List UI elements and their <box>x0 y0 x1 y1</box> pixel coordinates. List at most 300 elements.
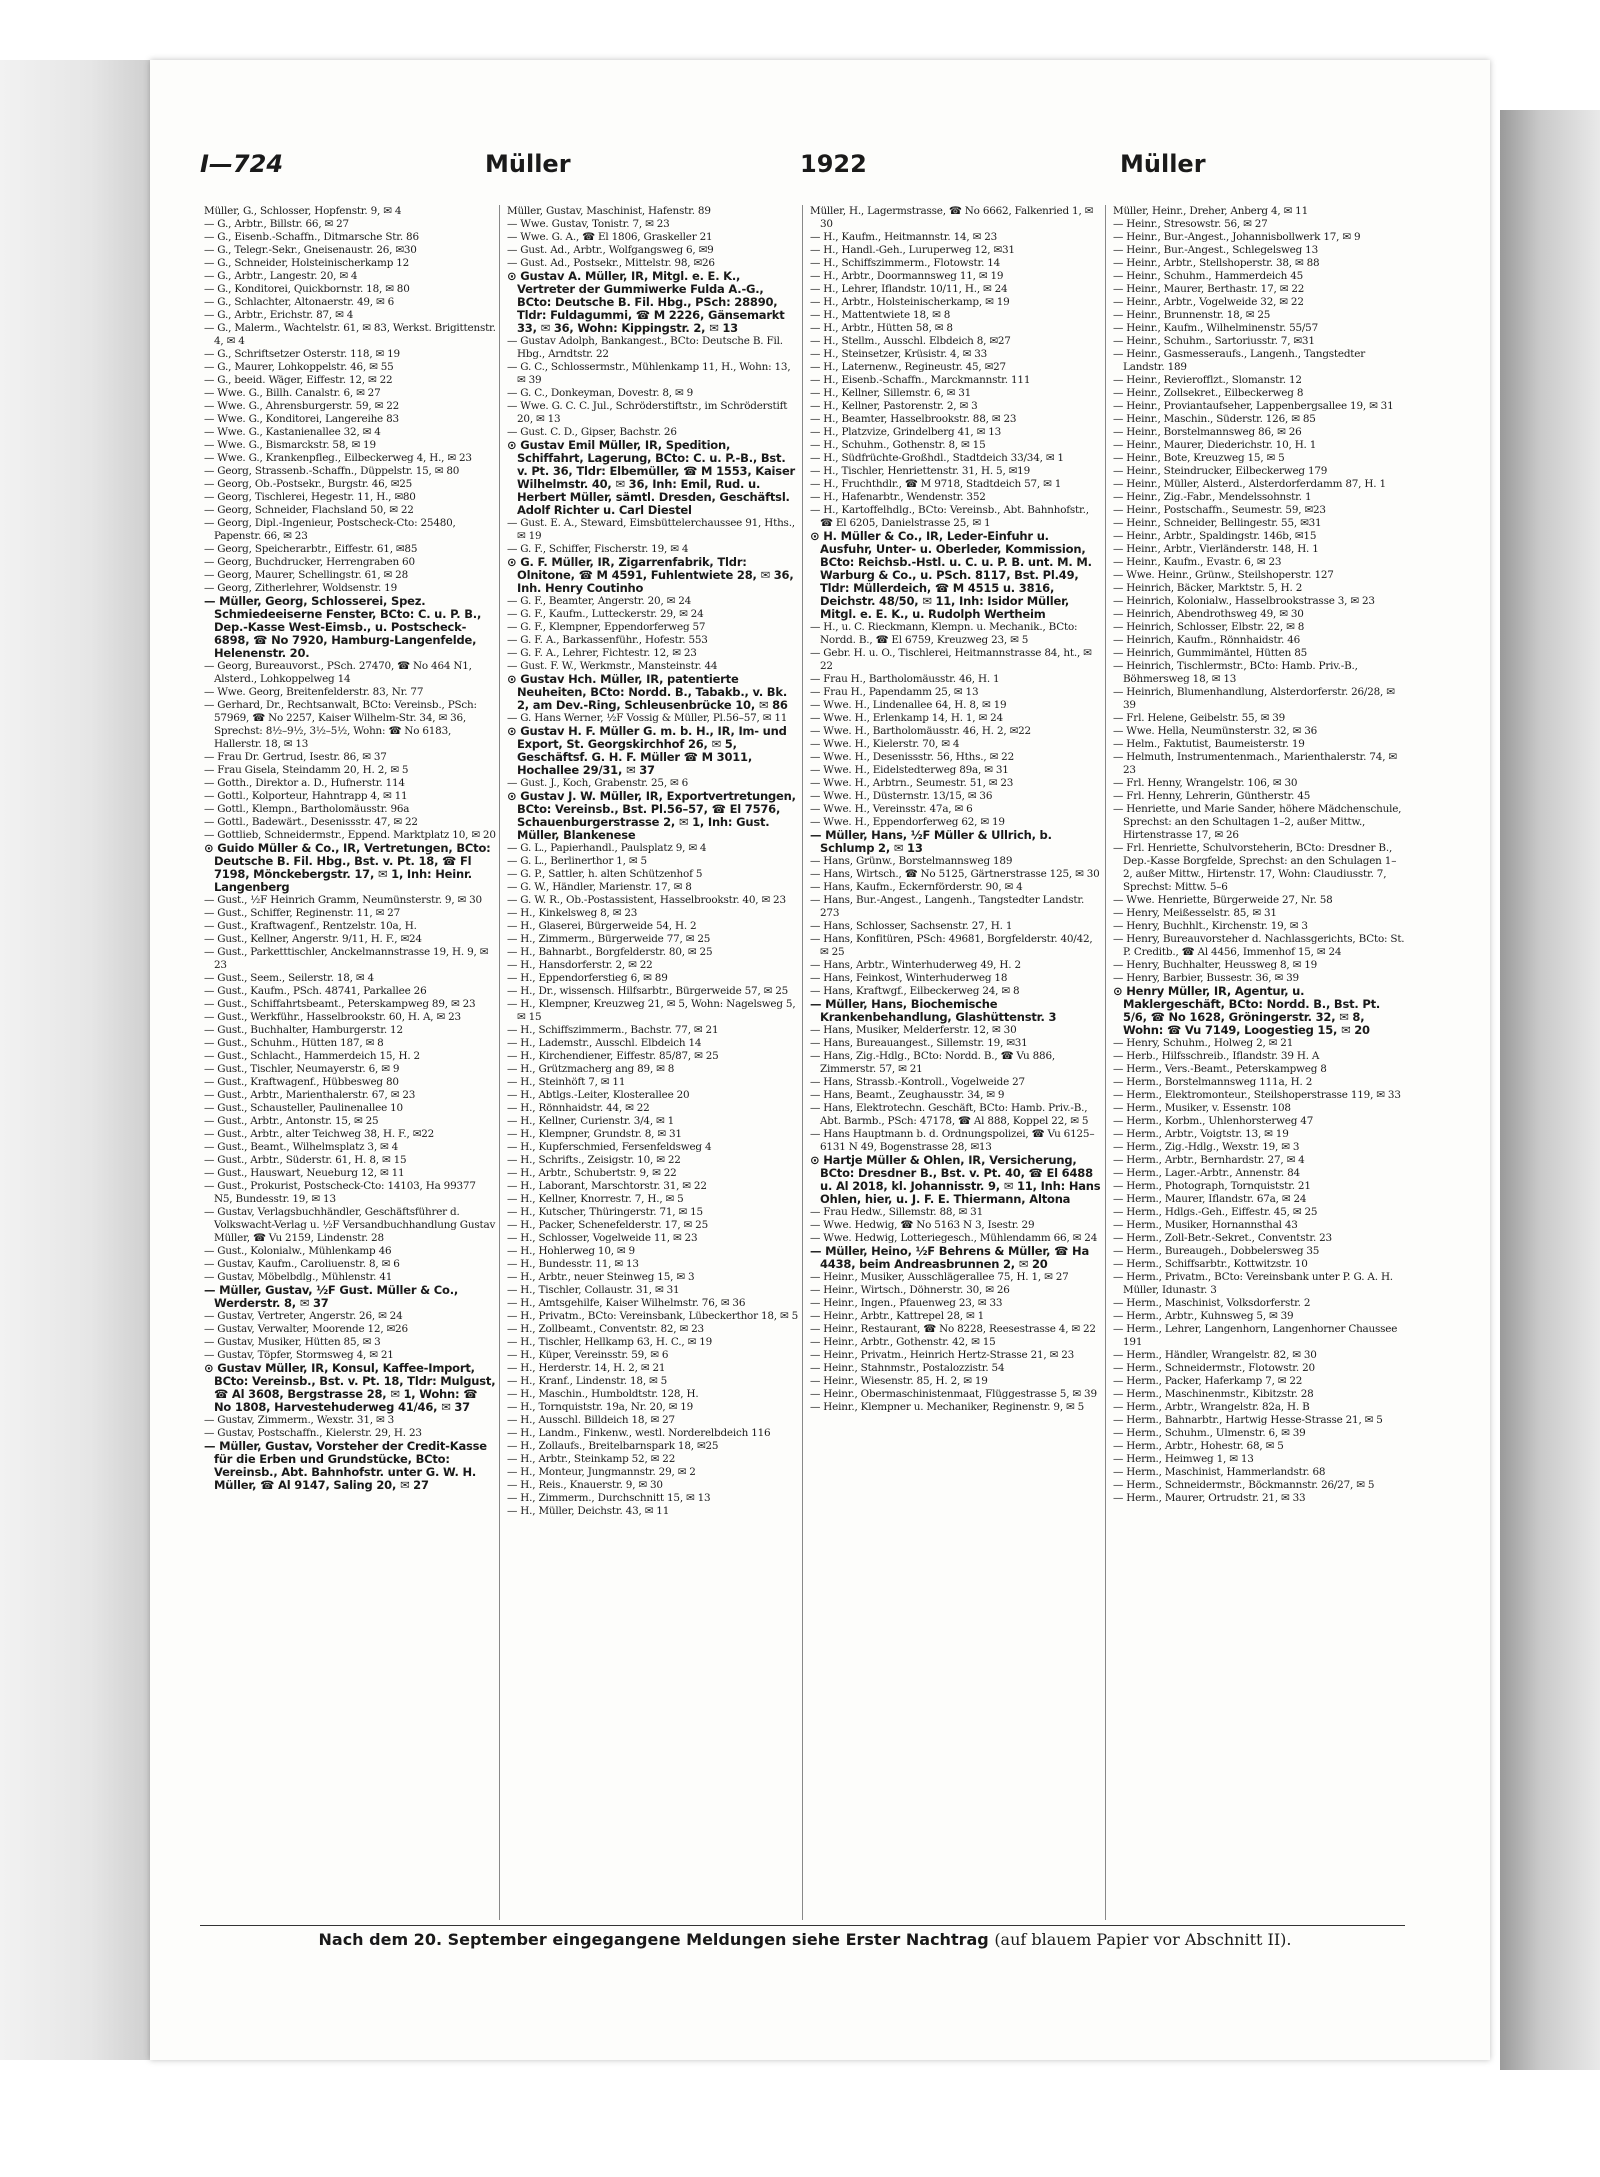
directory-entry: — H., Arbtr., Schubertstr. 9, ✉ 22 <box>507 1167 677 1179</box>
directory-entry: — Herm., Musiker, v. Essenstr. 108 <box>1113 1102 1291 1114</box>
directory-entry: — Heinr., Privatm., Heinrich Hertz-Strasse 21, ✉ 23 <box>810 1349 1075 1361</box>
directory-entry: — Frl. Henriette, Schulvorsteherin, BCto: Dresdner B., Dep.-Kasse Borgfelde, Sprechst: an den Schulagen 1–2, außer Mittw., Hirtenstr. 17, Wohn: Claudiusstr. 7, Sprechst: Mittw. 5–6 <box>1113 842 1397 893</box>
directory-entry: — Wwe. H., Eppendorferweg 62, ✉ 19 <box>810 816 1005 828</box>
directory-entry: — G., Eisenb.-Schaffn., Ditmarsche Str. 86 <box>204 231 419 243</box>
directory-entry: — Heinr., Zollsekret., Eilbeckerweg 8 <box>1113 387 1304 399</box>
directory-entry: — Heinr., Bote, Kreuzweg 15, ✉ 5 <box>1113 452 1285 464</box>
directory-entry: — Hans, Konfitüren, PSch: 49681, Borgfelderstr. 40/42, ✉ 25 <box>810 933 1093 958</box>
directory-entry: — H., Laborant, Marschtorstr. 31, ✉ 22 <box>507 1180 707 1192</box>
directory-entry: — Henry, Meißesselstr. 85, ✉ 31 <box>1113 907 1277 919</box>
directory-entry: — H., Steinhöft 7, ✉ 11 <box>507 1076 626 1088</box>
directory-entry: — Heinr., Bur.-Angest., Johannisbollwerk 17, ✉ 9 <box>1113 231 1361 243</box>
directory-entry: — Gust., Schiffahrtsbeamt., Peterskampweg 89, ✉ 23 <box>204 998 476 1010</box>
directory-entry: — H., Kartoffelhdlg., BCto: Vereinsb., Abt. Bahnhofstr., ☎ El 6205, Danielstrasse 25, ✉ 1 <box>810 504 1089 529</box>
directory-entry: — Herm., Lehrer, Langenhorn, Langenhorner Chaussee 191 <box>1113 1323 1398 1348</box>
directory-entry: — H., Arbtr., neuer Steinweg 15, ✉ 3 <box>507 1271 695 1283</box>
directory-entry: — Heinr., Maurer, Diederichstr. 10, H. 1 <box>1113 439 1317 451</box>
directory-entry: — Gust., Hauswart, Neueburg 12, ✉ 11 <box>204 1167 405 1179</box>
directory-entry: — Herm., Zig.-Hdlg., Wexstr. 19, ✉ 3 <box>1113 1141 1300 1153</box>
directory-entry: — G. F., Schiffer, Fischerstr. 19, ✉ 4 <box>507 543 689 555</box>
directory-entry: — H., Grützmacherg ang 89, ✉ 8 <box>507 1063 675 1075</box>
directory-entry: — Heinr., Arbtr., Gothenstr. 42, ✉ 15 <box>810 1336 996 1348</box>
directory-entry: — H., Bahnarbt., Borgfelderstr. 80, ✉ 25 <box>507 946 713 958</box>
directory-entry: — H., Zollbeamt., Conventstr. 82, ✉ 23 <box>507 1323 704 1335</box>
directory-entry: — Hans, Wirtsch., ☎ No 5125, Gärtnerstrasse 125, ✉ 30 <box>810 868 1100 880</box>
directory-entry: — Gust., Kaufm., PSch. 48741, Parkallee 26 <box>204 985 427 997</box>
directory-entry: — Gottl., Klempn., Bartholomäusstr. 96a <box>204 803 410 815</box>
year-heading: 1922 <box>800 150 867 178</box>
directory-entry: — G., Malerm., Wachtelstr. 61, ✉ 83, Werkst. Brigittenstr. 4, ✉ 4 <box>204 322 496 347</box>
directory-entry: — Wwe. Henriette, Bürgerweide 27, Nr. 58 <box>1113 894 1333 906</box>
directory-entry: — Müller, Gustav, Vorsteher der Credit-Kasse für die Erben und Grundstücke, BCto: Vereinsb., Abt. Bahnhofstr. unter G. W. H. Müller, ☎ Al 9147, Saling 20, ✉ 27 <box>204 1439 487 1492</box>
directory-entry: — Wwe. Hedwig, ☎ No 5163 N 3, Isestr. 29 <box>810 1219 1035 1231</box>
directory-entry: — H., Schuhm., Gothenstr. 8, ✉ 15 <box>810 439 986 451</box>
directory-entry: — Wwe. H., Arbtrn., Seumestr. 51, ✉ 23 <box>810 777 1014 789</box>
directory-entry: — Herm., Schuhm., Ulmenstr. 6, ✉ 39 <box>1113 1427 1306 1439</box>
directory-entry: — H., Schrifts., Zeisigstr. 10, ✉ 22 <box>507 1154 681 1166</box>
directory-entry: — Müller, Georg, Schlosserei, Spez. Schmiedeeiserne Fenster, BCto: C. u. P. B., Dep.-Kasse West-Eimsb., u. Postscheck-6898, ☎ No 7920, Hamburg-Langenfelde, Helenenstr. 20. <box>204 594 482 660</box>
directory-entry: — Gustav, Vertreter, Angerstr. 26, ✉ 24 <box>204 1310 403 1322</box>
directory-entry: — Georg, Speicherarbtr., Eiffestr. 61, ✉85 <box>204 543 418 555</box>
directory-entry: — Heinrich, Tischlermstr., BCto: Hamb. Priv.-B., Böhmersweg 18, ✉ 13 <box>1113 660 1358 685</box>
directory-entry: — Gustav, Musiker, Hütten 85, ✉ 3 <box>204 1336 381 1348</box>
directory-entry: — Wwe. Hedwig, Lotteriegesch., Mühlendamm 66, ✉ 24 <box>810 1232 1098 1244</box>
directory-entry: — G. F. A., Lehrer, Fichtestr. 12, ✉ 23 <box>507 647 697 659</box>
directory-entry: — Heinr., Wirtsch., Döhnerstr. 30, ✉ 26 <box>810 1284 1010 1296</box>
footer-notice: Nach dem 20. September eingegangene Meldungen siehe Erster Nachtrag <box>318 1930 989 1949</box>
directory-entry: ⊙ Henry Müller, IR, Agentur, u. Maklergeschäft, BCto: Nordd. B., Bst. Pt. 5/6, ☎ No 1628, Gröningerstr. 32, ✉ 8, Wohn: ☎ Vu 7149, Loogestieg 15, ✉ 20 <box>1113 984 1381 1037</box>
directory-entry: — Hans, Zig.-Hdlg., BCto: Nordd. B., ☎ Vu 886, Zimmerstr. 57, ✉ 21 <box>810 1050 1055 1075</box>
directory-entry: — Herm., Maschinist, Volksdorferstr. 2 <box>1113 1297 1311 1309</box>
directory-entry: — Gust., Arbtr., Marienthalerstr. 67, ✉ 23 <box>204 1089 416 1101</box>
directory-entry: — Herm., Borstelmannsweg 111a, H. 2 <box>1113 1076 1313 1088</box>
directory-entry: — H., Küper, Vereinsstr. 59, ✉ 6 <box>507 1349 669 1361</box>
directory-entry: — H., Zimmerm., Durchschnitt 15, ✉ 13 <box>507 1492 711 1504</box>
directory-entry: — Gustav, Kaufm., Caroliuenstr. 8, ✉ 6 <box>204 1258 400 1270</box>
running-head-right: Müller <box>1120 150 1206 178</box>
directory-entry: — H., Handl.-Geh., Luruperweg 12, ✉31 <box>810 244 1015 256</box>
directory-entry: — Hans, Kraftwgf., Eilbeckerweg 24, ✉ 8 <box>810 985 1020 997</box>
directory-entry: — Wwe. G., Bismarckstr. 58, ✉ 19 <box>204 439 376 451</box>
directory-entry: — H., Amtsgehilfe, Kaiser Wilhelmstr. 76, ✉ 36 <box>507 1297 746 1309</box>
directory-entry: — Heinr., Borstelmannsweg 86, ✉ 26 <box>1113 426 1302 438</box>
directory-column-2 <box>499 205 799 1920</box>
directory-entry: — Gustav, Verwalter, Moorende 12, ✉26 <box>204 1323 408 1335</box>
directory-entry: — Frau H., Papendamm 25, ✉ 13 <box>810 686 979 698</box>
directory-entry: — Gust., Kraftwagenf., Hübbesweg 80 <box>204 1076 399 1088</box>
directory-entry: — Herb., Hilfsschreib., Iflandstr. 39 H. A <box>1113 1050 1320 1062</box>
directory-entry: — Gottl., Kolporteur, Hahntrapp 4, ✉ 11 <box>204 790 408 802</box>
directory-entry: — G., Schneider, Holsteinischerkamp 12 <box>204 257 410 269</box>
directory-entry: — G. P., Sattler, h. alten Schützenhof 5 <box>507 868 703 880</box>
directory-entry: — Hans Hauptmann b. d. Ordnungspolizei, ☎ Vu 6125–6131 N 49, Bogenstrasse 28, ✉13 <box>810 1128 1095 1153</box>
directory-entry: — Herm., Schiffsarbtr., Kottwitzstr. 10 <box>1113 1258 1308 1270</box>
directory-entry: — G. Hans Werner, ½F Vossig & Müller, Pl.56–57, ✉ 11 <box>507 712 788 724</box>
directory-entry: — H., Glaserei, Bürgerweide 54, H. 2 <box>507 920 697 932</box>
directory-entry: — H., Kutscher, Thüringerstr. 71, ✉ 15 <box>507 1206 703 1218</box>
page-footer <box>200 1930 1410 1960</box>
directory-entry: — H., Monteur, Jungmannstr. 29, ✉ 2 <box>507 1466 696 1478</box>
directory-entry: — Heinr., Maurer, Berthastr. 17, ✉ 22 <box>1113 283 1305 295</box>
directory-entry: — Heinr., Arbtr., Stellshoperstr. 38, ✉ 88 <box>1113 257 1320 269</box>
directory-entry: — Gust., Schiffer, Reginenstr. 11, ✉ 27 <box>204 907 401 919</box>
directory-entry: — Frl. Henny, Wrangelstr. 106, ✉ 30 <box>1113 777 1298 789</box>
directory-entry: — Frau Dr. Gertrud, Isestr. 86, ✉ 37 <box>204 751 387 763</box>
directory-entry: — H., Kranf., Lindenstr. 18, ✉ 5 <box>507 1375 668 1387</box>
footer-note: (auf blauem Papier vor Abschnitt II). <box>994 1930 1292 1949</box>
directory-entry: — Heinr., Wiesenstr. 85, H. 2, ✉ 19 <box>810 1375 988 1387</box>
directory-entry: — Wwe. H., Vereinsstr. 47a, ✉ 6 <box>810 803 973 815</box>
directory-entry: — Herm., Musiker, Hornannsthal 43 <box>1113 1219 1298 1231</box>
directory-entry: — H., Reis., Knauerstr. 9, ✉ 30 <box>507 1479 663 1491</box>
directory-entry: — Heinr., Müller, Alsterd., Alsterdorferdamm 87, H. 1 <box>1113 478 1386 490</box>
directory-entry: — H., Kellner, Knorrestr. 7, H., ✉ 5 <box>507 1193 684 1205</box>
directory-entry: — H., Schlosser, Vogelweide 11, ✉ 23 <box>507 1232 698 1244</box>
directory-entry: — Hans, Musiker, Melderferstr. 12, ✉ 30 <box>810 1024 1017 1036</box>
directory-entry: — G. F., Kaufm., Lutteckerstr. 29, ✉ 24 <box>507 608 704 620</box>
directory-entry: — Frau H., Bartholomäusstr. 46, H. 1 <box>810 673 1000 685</box>
directory-entry: — Gust., Arbtr., Süderstr. 61, H. 8, ✉ 15 <box>204 1154 407 1166</box>
directory-entry: — Georg, Bureauvorst., PSch. 27470, ☎ No 464 N1, Alsterd., Lohkoppelweg 14 <box>204 660 472 685</box>
directory-entry: — Wwe. H., Bartholomäusstr. 46, H. 2, ✉22 <box>810 725 1031 737</box>
directory-entry: — Gustav, Zimmerm., Wexstr. 31, ✉ 3 <box>204 1414 394 1426</box>
directory-entry: — Gust., Beamt., Wilhelmsplatz 3, ✉ 4 <box>204 1141 399 1153</box>
directory-entry: — Wwe. G., Ahrensburgerstr. 59, ✉ 22 <box>204 400 400 412</box>
directory-entry: — H., Kellner, Pastorenstr. 2, ✉ 3 <box>810 400 978 412</box>
directory-entry: — Herm., Arbtr., Wrangelstr. 82a, H. B <box>1113 1401 1310 1413</box>
directory-entry: — G., Telegr.-Sekr., Gneisenaustr. 26, ✉30 <box>204 244 417 256</box>
directory-entry: Müller, Heinr., Dreher, Anberg 4, ✉ 11 <box>1113 205 1308 217</box>
directory-entry: — Henry, Bureauvorsteher d. Nachlassgerichts, BCto: St. P. Creditb., ☎ Al 4456, Immenhof 15, ✉ 24 <box>1113 933 1405 958</box>
directory-entry: — G., Arbtr., Erichstr. 87, ✉ 4 <box>204 309 354 321</box>
directory-entry: — Henry, Buchhlt., Kirchenstr. 19, ✉ 3 <box>1113 920 1308 932</box>
directory-entry: — Heinr., Arbtr., Vierländerstr. 148, H. 1 <box>1113 543 1319 555</box>
directory-entry: — H., Fruchthdlr., ☎ M 9718, Stadtdeich 57, ✉ 1 <box>810 478 1062 490</box>
directory-entry: — Heinr., Schneider, Bellingestr. 55, ✉31 <box>1113 517 1322 529</box>
directory-entry: — Heinr., Klempner u. Mechaniker, Reginenstr. 9, ✉ 5 <box>810 1401 1085 1413</box>
directory-entry: — Herm., Bahnarbtr., Hartwig Hesse-Strasse 21, ✉ 5 <box>1113 1414 1383 1426</box>
directory-entry: — Herm., Maschinenmstr., Kibitzstr. 28 <box>1113 1388 1314 1400</box>
directory-column-1 <box>200 205 496 1920</box>
directory-entry: — Gust., Kraftwagenf., Rentzelstr. 10a, H. <box>204 920 417 932</box>
directory-entry: — Gust., Kolonialw., Mühlenkamp 46 <box>204 1245 392 1257</box>
directory-entry: — Gust., Tischler, Neumayerstr. 6, ✉ 9 <box>204 1063 400 1075</box>
directory-entry: — Wwe. H., Erlenkamp 14, H. 1, ✉ 24 <box>810 712 1003 724</box>
directory-entry: — Herm., Maschinist, Hammerlandstr. 68 <box>1113 1466 1326 1478</box>
directory-entry: — Wwe. H., Lindenallee 64, H. 8, ✉ 19 <box>810 699 1007 711</box>
directory-entry: — Gust. J., Koch, Grabenstr. 25, ✉ 6 <box>507 777 689 789</box>
directory-entry: ⊙ Gustav A. Müller, IR, Mitgl. e. E. K., Vertreter der Gummiwerke Fulda A.-G., BCto: Deutsche B. Fil. Hbg., PSch: 28890, Tldr: Fuldagummi, ☎ M 2226, Gänsemarkt 33, ✉ 36, Wohn: Kippingstr. 2, ✉ 13 <box>507 269 785 335</box>
directory-entry: — Gust., Arbtr., alter Teichweg 38, H. F., ✉22 <box>204 1128 435 1140</box>
directory-entry: — Heinrich, Schlosser, Elbstr. 22, ✉ 8 <box>1113 621 1305 633</box>
directory-entry: — Gust., Schuhm., Hütten 187, ✉ 8 <box>204 1037 384 1049</box>
directory-entry: — Heinr., Brunnenstr. 18, ✉ 25 <box>1113 309 1271 321</box>
directory-entry: — Gust. E. A., Steward, Eimsbüttelerchaussee 91, Hths., ✉ 19 <box>507 517 795 542</box>
directory-entry: — H., Tischler, Henriettenstr. 31, H. 5, ✉19 <box>810 465 1030 477</box>
directory-entry: — H., Ausschl. Billdeich 18, ✉ 27 <box>507 1414 675 1426</box>
directory-entry: — H., Bundesstr. 11, ✉ 13 <box>507 1258 639 1270</box>
running-head-left: Müller <box>485 150 571 178</box>
directory-entry: — Heinrich, Abendrothsweg 49, ✉ 30 <box>1113 608 1304 620</box>
directory-entry: — H., Hafenarbtr., Wendenstr. 352 <box>810 491 986 503</box>
directory-entry: — Gotth., Direktor a. D., Hufnerstr. 114 <box>204 777 405 789</box>
directory-entry: — Helmuth, Instrumentenmach., Marienthalerstr. 74, ✉ 23 <box>1113 751 1397 776</box>
directory-entry: ⊙ Hartje Müller & Ohlen, IR, Versicherung, BCto: Dresdner B., Bst. v. Pt. 40, ☎ El 6488 u. Al 2018, kl. Johannisstr. 9, ✉ 11, Inh: Hans Ohlen, hier, u. J. F. E. Thiermann, Altona <box>810 1153 1101 1206</box>
directory-entry: — H., Packer, Schenefelderstr. 17, ✉ 25 <box>507 1219 708 1231</box>
directory-entry: — Herm., Schneidermstr., Flotowstr. 20 <box>1113 1362 1315 1374</box>
directory-entry: — Gust., Arbtr., Antonstr. 15, ✉ 25 <box>204 1115 379 1127</box>
page-header <box>200 140 1410 200</box>
directory-entry: — Gust., Seem., Seilerstr. 18, ✉ 4 <box>204 972 374 984</box>
book-binding-left <box>0 60 150 2060</box>
directory-entry: — Henry, Schuhm., Holweg 2, ✉ 21 <box>1113 1037 1294 1049</box>
directory-entry: — Gustav Adolph, Bankangest., BCto: Deutsche B. Fil. Hbg., Arndtstr. 22 <box>507 335 783 360</box>
directory-entry: — H., Südfrüchte-Großhdl., Stadtdeich 33/34, ✉ 1 <box>810 452 1064 464</box>
directory-entry: — Heinr., Obermaschinistenmaat, Flüggestrasse 5, ✉ 39 <box>810 1388 1097 1400</box>
directory-entry: — Wwe. G. C. C. Jul., Schröderstiftstr., im Schröderstift 20, ✉ 13 <box>507 400 788 425</box>
directory-entry: — Heinr., Revierofflzt., Slomanstr. 12 <box>1113 374 1302 386</box>
directory-entry: — Heinr., Steindrucker, Eilbeckerweg 179 <box>1113 465 1328 477</box>
directory-entry: — Hans, Beamt., Zeughausstr. 34, ✉ 9 <box>810 1089 1005 1101</box>
directory-entry: — Frau Gisela, Steindamm 20, H. 2, ✉ 5 <box>204 764 409 776</box>
directory-entry: — Heinr., Arbtr., Kattrepel 28, ✉ 1 <box>810 1310 984 1322</box>
directory-entry: — Herm., Arbtr., Voigtstr. 13, ✉ 19 <box>1113 1128 1289 1140</box>
directory-entry: — G. F., Beamter, Angerstr. 20, ✉ 24 <box>507 595 692 607</box>
directory-entry: Müller, Gustav, Maschinist, Hafenstr. 89 <box>507 205 711 217</box>
directory-entry: — Heinrich, Gummimäntel, Hütten 85 <box>1113 647 1308 659</box>
directory-entry: — Herm., Korbm., Uhlenhorsterweg 47 <box>1113 1115 1314 1127</box>
directory-entry: — Hans, Arbtr., Winterhuderweg 49, H. 2 <box>810 959 1021 971</box>
directory-entry: ⊙ Gustav Hch. Müller, IR, patentierte Neuheiten, BCto: Nordd. B., Tabakb., v. Bk. 2, am Dev.-Ring, Schleusenbrücke 10, ✉ 86 <box>507 672 788 712</box>
directory-entry: — H., u. C. Rieckmann, Klempn. u. Mechanik., BCto: Nordd. B., ☎ El 6759, Kreuzweg 23, ✉ 5 <box>810 621 1078 646</box>
directory-entry: — Wwe. G. A., ☎ El 1806, Graskeller 21 <box>507 231 713 243</box>
directory-entry: — H., Hohlerweg 10, ✉ 9 <box>507 1245 635 1257</box>
directory-entry: — G., Maurer, Lohkoppelstr. 46, ✉ 55 <box>204 361 394 373</box>
directory-entry: — Frl. Helene, Geibelstr. 55, ✉ 39 <box>1113 712 1286 724</box>
directory-entry: — Georg, Strassenb.-Schaffn., Düppelstr. 15, ✉ 80 <box>204 465 460 477</box>
directory-entry: — H., Hansdorferstr. 2, ✉ 22 <box>507 959 653 971</box>
directory-entry: — Gebr. H. u. O., Tischlerei, Heitmannstrasse 84, ht., ✉ 22 <box>810 647 1092 672</box>
directory-entry: — Gust., Parketttischler, Anckelmannstrasse 19, H. 9, ✉ 23 <box>204 946 489 971</box>
directory-entry: — H., Arbtr., Holsteinischerkamp, ✉ 19 <box>810 296 1010 308</box>
directory-entry: — Gustav, Möbelbdlg., Mühlenstr. 41 <box>204 1271 393 1283</box>
directory-entry: — Heinr., Arbtr., Vogelweide 32, ✉ 22 <box>1113 296 1304 308</box>
directory-entry: — H., Klempner, Kreuzweg 21, ✉ 5, Wohn: Nagelsweg 5, ✉ 15 <box>507 998 796 1023</box>
directory-entry: — Gust. F. W., Werkmstr., Mansteinstr. 44 <box>507 660 718 672</box>
directory-entry: — Herm., Schneidermstr., Böckmannstr. 26/27, ✉ 5 <box>1113 1479 1375 1491</box>
directory-entry: — Hans, Kaufm., Eckernförderstr. 90, ✉ 4 <box>810 881 1023 893</box>
directory-entry: — Helm., Faktutist, Baumeisterstr. 19 <box>1113 738 1305 750</box>
directory-entry: — Wwe. H., Eidelstedterweg 89a, ✉ 31 <box>810 764 1009 776</box>
directory-entry: — Hans, Bureauangest., Sillemstr. 19, ✉31 <box>810 1037 1028 1049</box>
directory-entry: — Georg, Dipl.-Ingenieur, Postscheck-Cto: 25480, Papenstr. 66, ✉ 23 <box>204 517 456 542</box>
directory-entry: Müller, G., Schlosser, Hopfenstr. 9, ✉ 4 <box>204 205 402 217</box>
directory-entry: — Gust., ½F Heinrich Gramm, Neumünsterstr. 9, ✉ 30 <box>204 894 482 906</box>
directory-entry: — Henry, Buchhalter, Heussweg 8, ✉ 19 <box>1113 959 1318 971</box>
directory-entry: — G. W. R., Ob.-Postassistent, Hasselbrookstr. 40, ✉ 23 <box>507 894 786 906</box>
directory-entry: — Wwe. H., Düsternstr. 13/15, ✉ 36 <box>810 790 993 802</box>
directory-entry: — Gust. Ad., Postsekr., Mittelstr. 98, ✉26 <box>507 257 715 269</box>
directory-entry: — Henry, Barbier, Bussestr. 36, ✉ 39 <box>1113 972 1299 984</box>
directory-entry: — H., Steinsetzer, Krüsistr. 4, ✉ 33 <box>810 348 988 360</box>
directory-entry: — H., Lademstr., Ausschl. Elbdeich 14 <box>507 1037 702 1049</box>
directory-entry: — Gust. Ad., Arbtr., Wolfgangsweg 6, ✉9 <box>507 244 714 256</box>
directory-entry: — Hans, Feinkost, Winterhuderweg 18 <box>810 972 1008 984</box>
directory-entry: — Heinr., Bur.-Angest., Schlegelsweg 13 <box>1113 244 1319 256</box>
directory-entry: — H., Dr., wissensch. Hilfsarbtr., Bürgerweide 57, ✉ 25 <box>507 985 789 997</box>
directory-entry: — Herm., Maurer, Iflandstr. 67a, ✉ 24 <box>1113 1193 1307 1205</box>
directory-entry: — Gustav, Töpfer, Stormsweg 4, ✉ 21 <box>204 1349 394 1361</box>
directory-entry: — Herm., Bureaugeh., Dobbelersweg 35 <box>1113 1245 1320 1257</box>
directory-entry: — H., Kellner, Sillemstr. 6, ✉ 31 <box>810 387 972 399</box>
directory-entry: — Wwe. G., Billh. Canalstr. 6, ✉ 27 <box>204 387 381 399</box>
directory-entry: — Hans, Strassb.-Kontroll., Vogelweide 27 <box>810 1076 1025 1088</box>
directory-entry: ⊙ Gustav Müller, IR, Konsul, Kaffee-Import, BCto: Vereinsb., Bst. v. Pt. 18, Tldr: Mulgust, ☎ Al 3608, Bergstrasse 28, ✉ 1, Wohn: ☎ No 1808, Harvestehuderweg 41/46, ✉ 37 <box>204 1361 496 1414</box>
directory-entry: — G., Arbtr., Billstr. 66, ✉ 27 <box>204 218 349 230</box>
directory-entry: — Herm., Arbtr., Kuhnsweg 5, ✉ 39 <box>1113 1310 1294 1322</box>
directory-entry: — Wwe. H., Kielerstr. 70, ✉ 4 <box>810 738 960 750</box>
directory-entry: — Herm., Zoll-Betr.-Sekret., Conventstr. 23 <box>1113 1232 1332 1244</box>
directory-entry: — Heinr., Kaufm., Wilhelminenstr. 55/57 <box>1113 322 1319 334</box>
directory-entry: — H., Kaufm., Heitmannstr. 14, ✉ 23 <box>810 231 998 243</box>
directory-entry: — Müller, Gustav, ½F Gust. Müller & Co., Werderstr. 8, ✉ 37 <box>204 1283 459 1310</box>
directory-entry: — Heinr., Arbtr., Spaldingstr. 146b, ✉15 <box>1113 530 1317 542</box>
directory-entry: — Heinrich, Bäcker, Marktstr. 5, H. 2 <box>1113 582 1303 594</box>
directory-entry: — H., Kellner, Curienstr. 3/4, ✉ 1 <box>507 1115 675 1127</box>
directory-entry: — Georg, Tischlerei, Hegestr. 11, H., ✉80 <box>204 491 416 503</box>
directory-entry: — Hans, Schlosser, Sachsenstr. 27, H. 1 <box>810 920 1013 932</box>
directory-entry: — H., Tornquiststr. 19a, Nr. 20, ✉ 19 <box>507 1401 694 1413</box>
directory-entry: — Herm., Heimweg 1, ✉ 13 <box>1113 1453 1254 1465</box>
directory-entry: — Heinr., Restaurant, ☎ No 8228, Reesestrasse 4, ✉ 22 <box>810 1323 1096 1335</box>
directory-entry: — G. L., Papierhandl., Paulsplatz 9, ✉ 4 <box>507 842 707 854</box>
directory-entry: — Georg, Ob.-Postsekr., Burgstr. 46, ✉25 <box>204 478 413 490</box>
directory-entry: ⊙ G. F. Müller, IR, Zigarrenfabrik, Tldr: Olnitone, ☎ M 4591, Fuhlentwiete 28, ✉ 36, Inh. Henry Coutinho <box>507 555 794 595</box>
directory-entry: — Herm., Maurer, Ortrudstr. 21, ✉ 33 <box>1113 1492 1306 1504</box>
directory-entry: Müller, H., Lagermstrasse, ☎ No 6662, Falkenried 1, ✉ 30 <box>810 205 1094 230</box>
directory-entry: — G., Arbtr., Langestr. 20, ✉ 4 <box>204 270 358 282</box>
directory-entry: — Georg, Maurer, Schellingstr. 61, ✉ 28 <box>204 569 408 581</box>
directory-entry: ⊙ H. Müller & Co., IR, Leder-Einfuhr u. Ausfuhr, Unter- u. Oberleder, Kommission, BCto: Reichsb.-Hstl. u. C. u. P. B. unt. M. M. Warburg & Co., u. PSch. 8117, Bst. Pl.49, Tldr: Müllerdeich, ☎ M 4515 u. 3816, Deichstr. 48/50, ✉ 11, Inh: Isidor Müller, Mitgl. e. E. K., u. Rudolph Wertheim <box>810 529 1092 621</box>
directory-entry: — Gottl., Badewärt., Desenissstr. 47, ✉ 22 <box>204 816 418 828</box>
directory-entry: — Gerhard, Dr., Rechtsanwalt, BCto: Vereinsb., PSch: 57969, ☎ No 2257, Kaiser Wilhelm-Str. 34, ✉ 36, Sprechst: 8½–9½, 3½–5½, Wohn: ☎ No 6183, Hallerstr. 18, ✉ 13 <box>204 699 477 750</box>
directory-entry: — Hans, Bur.-Angest., Langenh., Tangstedter Landstr. 273 <box>810 894 1085 919</box>
directory-entry: — Heinr., Proviantaufseher, Lappenbergsallee 19, ✉ 31 <box>1113 400 1394 412</box>
directory-entry: — Heinr., Gasmesseraufs., Langenh., Tangstedter Landstr. 189 <box>1113 348 1365 373</box>
directory-entry: — H., Beamter, Hasselbrookstr. 88, ✉ 23 <box>810 413 1017 425</box>
directory-entry: — Herm., Arbtr., Bernhardstr. 27, ✉ 4 <box>1113 1154 1305 1166</box>
directory-entry: — H., Eppendorferstieg 6, ✉ 89 <box>507 972 668 984</box>
directory-entry: — H., Kirchendiener, Eiffestr. 85/87, ✉ 25 <box>507 1050 719 1062</box>
directory-entry: — G., Schlachter, Altonaerstr. 49, ✉ 6 <box>204 296 394 308</box>
directory-entry: — Frl. Henny, Lehrerin, Güntherstr. 45 <box>1113 790 1311 802</box>
directory-columns <box>200 205 1405 1920</box>
directory-entry: — Heinr., Ingen., Pfauenweg 23, ✉ 33 <box>810 1297 1003 1309</box>
directory-entry: — Wwe. G., Kastanienallee 32, ✉ 4 <box>204 426 381 438</box>
directory-entry: — H., Müller, Deichstr. 43, ✉ 11 <box>507 1505 670 1517</box>
directory-entry: — Hans, Elektrotechn. Geschäft, BCto: Hamb. Priv.-B., Abt. Barmb., PSch: 47178, ☎ Al 888, Koppel 22, ✉ 5 <box>810 1102 1089 1127</box>
directory-entry: — Heinr., Schuhm., Sartoriusstr. 7, ✉31 <box>1113 335 1315 347</box>
directory-entry: — Gust., Kellner, Angerstr. 9/11, H. F., ✉24 <box>204 933 422 945</box>
directory-entry: — H., Eisenb.-Schaffn., Marckmannstr. 111 <box>810 374 1031 386</box>
directory-entry: — H., Stellm., Ausschl. Elbdeich 8, ✉27 <box>810 335 1011 347</box>
directory-entry: — Heinr., Kaufm., Evastr. 6, ✉ 23 <box>1113 556 1282 568</box>
directory-entry: — Wwe. Gustav, Tonistr. 7, ✉ 23 <box>507 218 670 230</box>
directory-entry: — Wwe. Heinr., Grünw., Steilshoperstr. 127 <box>1113 569 1334 581</box>
directory-entry: — Herm., Hdlgs.-Geh., Eiffestr. 45, ✉ 25 <box>1113 1206 1318 1218</box>
directory-entry: — Wwe. H., Desenissstr. 56, Hths., ✉ 22 <box>810 751 1014 763</box>
directory-entry: — Herm., Photograph, Tornquiststr. 21 <box>1113 1180 1311 1192</box>
directory-entry: — Wwe. G., Krankenpfleg., Eilbeckerweg 4, H., ✉ 23 <box>204 452 472 464</box>
directory-entry: — H., Laternenw., Regineustr. 45, ✉27 <box>810 361 1006 373</box>
directory-column-3 <box>802 205 1102 1920</box>
directory-entry: — G. F. A., Barkassenführ., Hofestr. 553 <box>507 634 708 646</box>
directory-entry: — H., Zimmerm., Bürgerweide 77, ✉ 25 <box>507 933 711 945</box>
directory-entry: — H., Schiffszimmerm., Flotowstr. 14 <box>810 257 1001 269</box>
directory-entry: — Wwe. Hella, Neumünsterstr. 32, ✉ 36 <box>1113 725 1318 737</box>
directory-entry: — Heinr., Schuhm., Hammerdeich 45 <box>1113 270 1304 282</box>
directory-entry: — Wwe. Georg, Breitenfelderstr. 83, Nr. 77 <box>204 686 424 698</box>
directory-entry: — Herm., Arbtr., Hohestr. 68, ✉ 5 <box>1113 1440 1284 1452</box>
directory-entry: — H., Mattentwiete 18, ✉ 8 <box>810 309 951 321</box>
footer-rule <box>200 1925 1405 1926</box>
directory-entry: — G., Schriftsetzer Osterstr. 118, ✉ 19 <box>204 348 400 360</box>
directory-entry: — G., beeid. Wäger, Eiffestr. 12, ✉ 22 <box>204 374 393 386</box>
directory-entry: — Herm., Lager.-Arbtr., Annenstr. 84 <box>1113 1167 1300 1179</box>
directory-entry: — Wwe. G., Konditorei, Langereihe 83 <box>204 413 399 425</box>
directory-entry: — Herm., Packer, Haferkamp 7, ✉ 22 <box>1113 1375 1303 1387</box>
directory-entry: — Henriette, und Marie Sander, höhere Mädchenschule, Sprechst: an den Schultagen 1–2, außer Mittw., Hirtenstrasse 17, ✉ 26 <box>1113 803 1402 841</box>
directory-entry: — Herm., Händler, Wrangelstr. 82, ✉ 30 <box>1113 1349 1317 1361</box>
directory-entry: — Müller, Hans, Biochemische Krankenbehandlung, Glashüttenstr. 3 <box>810 997 1057 1024</box>
directory-entry: — Gust., Werkführ., Hasselbrookstr. 60, H. A, ✉ 23 <box>204 1011 461 1023</box>
directory-entry: — Heinr., Maschin., Süderstr. 126, ✉ 85 <box>1113 413 1316 425</box>
directory-entry: — Gustav, Postschaffn., Kielerstr. 29, H. 23 <box>204 1427 422 1439</box>
directory-entry: — Frau Hedw., Sillemstr. 88, ✉ 31 <box>810 1206 983 1218</box>
directory-entry: ⊙ Gustav Emil Müller, IR, Spedition, Schiffahrt, Lagerung, BCto: C. u. P.-B., Bst. v. Pt. 36, Tldr: Elbemüller, ☎ M 1553, Kaiser Wilhelmstr. 40, ✉ 36, Inh: Emil, Rud. u. Herbert Müller, sämtl. Dresden, Geschäftsl. Adolf Richter u. Carl Diestel <box>507 438 796 517</box>
directory-entry: — Heinr., Stahnmstr., Postalozzistr. 54 <box>810 1362 1005 1374</box>
directory-entry: — H., Platzvize, Grindelberg 41, ✉ 13 <box>810 426 1002 438</box>
directory-entry: — G. W., Händler, Marienstr. 17, ✉ 8 <box>507 881 692 893</box>
directory-entry: ⊙ Gustav J. W. Müller, IR, Exportvertretungen, BCto: Vereinsb., Bst. Pl.56–57, ☎ El 7576, Schauenburgerstrasse 2, ✉ 1, Inh: Gust. Müller, Blankenese <box>507 789 796 842</box>
directory-entry: — Gust., Buchhalter, Hamburgerstr. 12 <box>204 1024 403 1036</box>
directory-entry: — H., Maschin., Humboldtstr. 128, H. <box>507 1388 699 1400</box>
directory-entry: — Gust., Schausteller, Paulinenallee 10 <box>204 1102 403 1114</box>
directory-entry: — H., Lehrer, Iflandstr. 10/11, H., ✉ 24 <box>810 283 1008 295</box>
directory-entry: — H., Arbtr., Doormannsweg 11, ✉ 19 <box>810 270 1004 282</box>
directory-entry: — Heinrich, Kaufm., Rönnhaidstr. 46 <box>1113 634 1301 646</box>
directory-entry: — Heinr., Zig.-Fabr., Mendelssohnstr. 1 <box>1113 491 1312 503</box>
directory-entry: — Georg, Schneider, Flachsland 50, ✉ 22 <box>204 504 414 516</box>
directory-entry: — Georg, Buchdrucker, Herrengraben 60 <box>204 556 415 568</box>
directory-entry: — Heinr., Postschaffn., Seumestr. 59, ✉23 <box>1113 504 1326 516</box>
directory-entry: — H., Kupferschmied, Fersenfeldsweg 4 <box>507 1141 712 1153</box>
directory-entry: — Heinr., Musiker, Ausschlägerallee 75, H. 1, ✉ 27 <box>810 1271 1069 1283</box>
directory-entry: — H., Privatm., BCto: Vereinsbank, Lübeckerthor 18, ✉ 5 <box>507 1310 799 1322</box>
directory-entry: — G. F., Klempner, Eppendorferweg 57 <box>507 621 706 633</box>
directory-entry: — G., Konditorei, Quickbornstr. 18, ✉ 80 <box>204 283 410 295</box>
directory-column-4 <box>1105 205 1405 1920</box>
directory-entry: — Heinrich, Blumenhandlung, Alsterdorferstr. 26/28, ✉ 39 <box>1113 686 1395 711</box>
directory-entry: — H., Arbtr., Hütten 58, ✉ 8 <box>810 322 953 334</box>
directory-entry: — Gust., Prokurist, Postscheck-Cto: 14103, Ha 99377 N5, Bundesstr. 19, ✉ 13 <box>204 1180 476 1205</box>
directory-entry: — Gust., Schlacht., Hammerdeich 15, H. 2 <box>204 1050 420 1062</box>
directory-entry: — Gust. C. D., Gipser, Bachstr. 26 <box>507 426 677 438</box>
directory-entry: — Gustav, Verlagsbuchhändler, Geschäftsführer d. Volkswacht-Verlag u. ½F Versandbuchhandlung Gustav Müller, ☎ Vu 2159, Lindenstr. 28 <box>204 1206 496 1244</box>
directory-entry: — H., Landm., Finkenw., westl. Norderelbdeich 116 <box>507 1427 771 1439</box>
directory-entry: — Hans, Grünw., Borstelmannsweg 189 <box>810 855 1013 867</box>
directory-entry: ⊙ Guido Müller & Co., IR, Vertretungen, BCto: Deutsche B. Fil. Hbg., Bst. v. Pt. 18, ☎ Fl 7198, Mönckebergstr. 17, ✉ 1, Inh: Heinr. Langenberg <box>204 841 491 894</box>
